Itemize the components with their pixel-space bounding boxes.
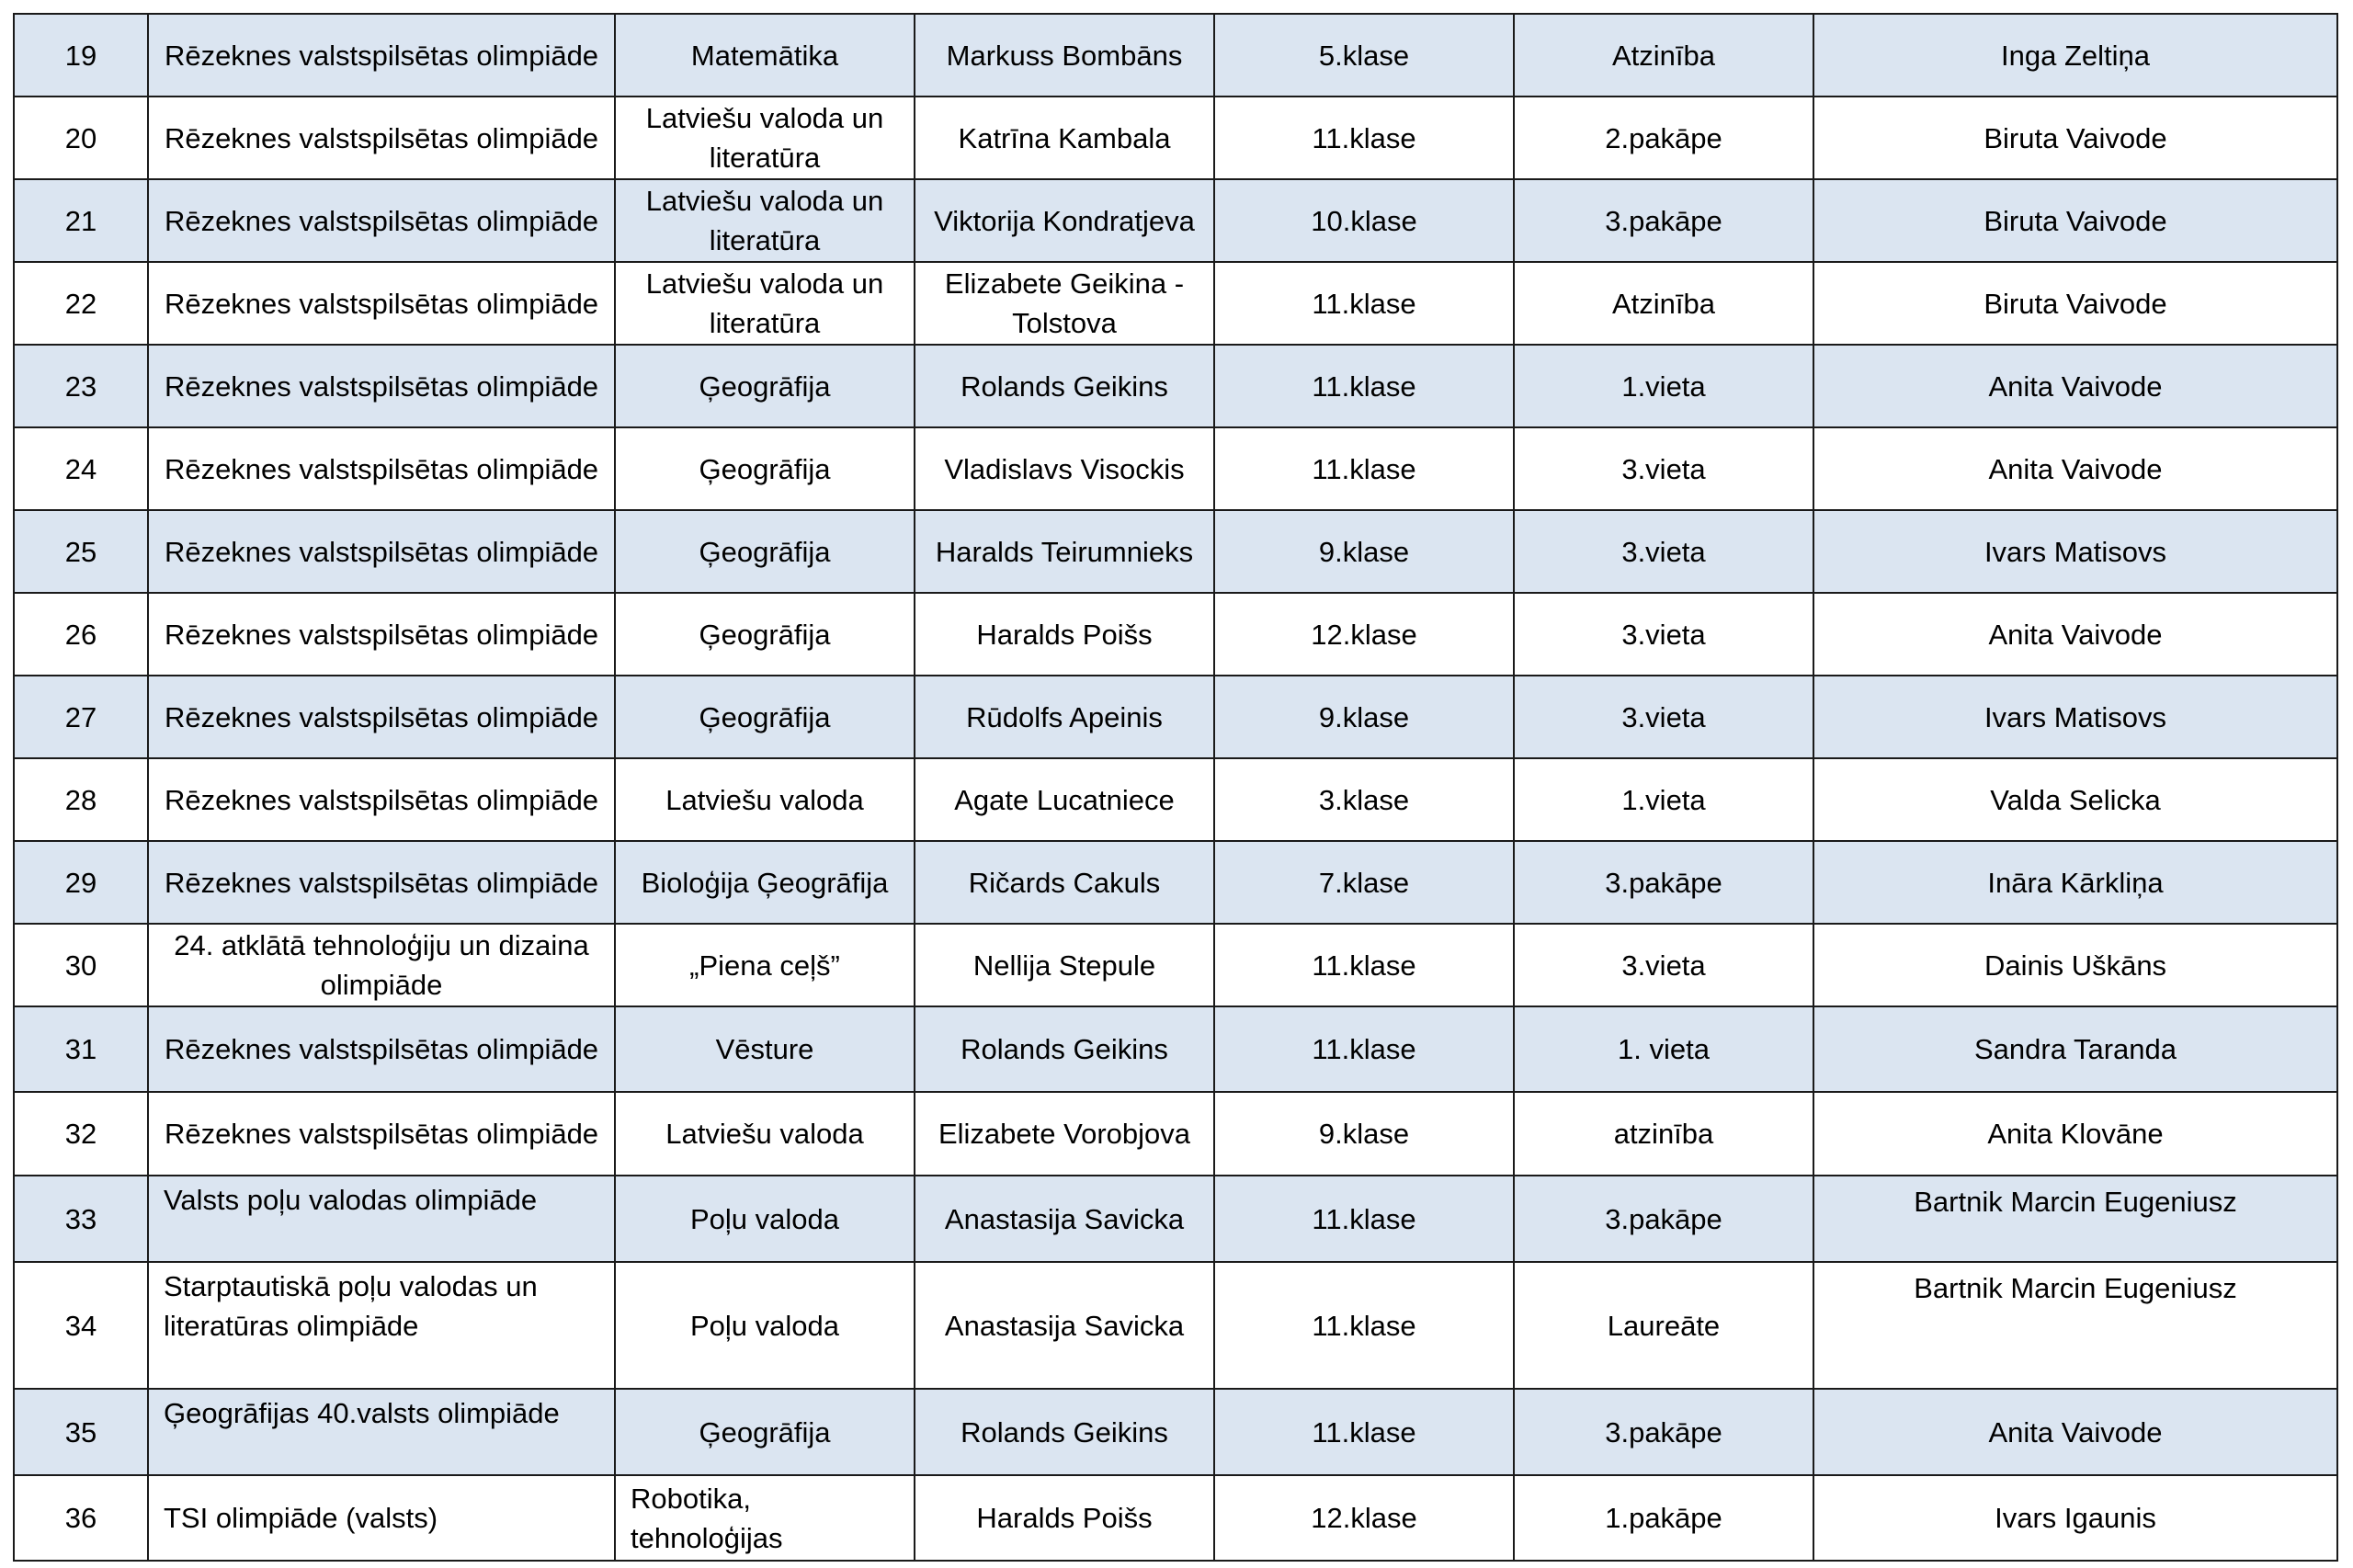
result: Atzinība	[1514, 262, 1813, 345]
teacher-name: Dainis Uškāns	[1813, 924, 2337, 1006]
teacher-name: Ivars Matisovs	[1813, 510, 2337, 593]
table-row	[14, 1262, 2337, 1389]
teacher-name: Anita Vaivode	[1813, 427, 2337, 510]
event-name: Starptautiskā poļu valodas un literatūras olimpiāde	[148, 1262, 615, 1389]
row-number: 29	[14, 841, 148, 924]
grade: 12.klase	[1214, 593, 1514, 676]
teacher-name: Ināra Kārkliņa	[1813, 841, 2337, 924]
student-name: Rūdolfs Apeinis	[915, 676, 1214, 758]
table-row	[14, 345, 2337, 427]
teacher-name: Biruta Vaivode	[1813, 179, 2337, 262]
grade: 9.klase	[1214, 510, 1514, 593]
event-name: Rēzeknes valstspilsētas olimpiāde	[148, 593, 615, 676]
result: 1.vieta	[1514, 345, 1813, 427]
table-row	[14, 510, 2337, 593]
table-row	[14, 1006, 2337, 1092]
teacher-name: Anita Vaivode	[1813, 345, 2337, 427]
student-name: Rolands Geikins	[915, 1006, 1214, 1092]
olympiad-results-table	[13, 13, 2338, 1562]
olympiad-results-sheet	[13, 13, 2336, 1562]
subject: Ģeogrāfija	[615, 593, 915, 676]
subject: „Piena ceļš”	[615, 924, 915, 1006]
table-row	[14, 593, 2337, 676]
teacher-name: Valda Selicka	[1813, 758, 2337, 841]
student-name: Haralds Poišs	[915, 1475, 1214, 1561]
event-name: Rēzeknes valstspilsētas olimpiāde	[148, 97, 615, 179]
result: 3.pakāpe	[1514, 841, 1813, 924]
row-number: 36	[14, 1475, 148, 1561]
row-number: 19	[14, 14, 148, 97]
subject: Latviešu valoda un literatūra	[615, 262, 915, 345]
event-name: Ģeogrāfijas 40.valsts olimpiāde	[148, 1389, 615, 1475]
teacher-name: Biruta Vaivode	[1813, 97, 2337, 179]
student-name: Haralds Teirumnieks	[915, 510, 1214, 593]
subject: Bioloģija Ģeogrāfija	[615, 841, 915, 924]
grade: 11.klase	[1214, 924, 1514, 1006]
teacher-name: Ivars Igaunis	[1813, 1475, 2337, 1561]
table-row	[14, 758, 2337, 841]
result: 1. vieta	[1514, 1006, 1813, 1092]
subject: Latviešu valoda	[615, 1092, 915, 1176]
event-name: 24. atklātā tehnoloģiju un dizaina olimpiāde	[148, 924, 615, 1006]
subject: Poļu valoda	[615, 1262, 915, 1389]
result: 3.vieta	[1514, 676, 1813, 758]
grade: 11.klase	[1214, 97, 1514, 179]
table-row	[14, 1389, 2337, 1475]
teacher-name: Ivars Matisovs	[1813, 676, 2337, 758]
teacher-name: Biruta Vaivode	[1813, 262, 2337, 345]
subject: Vēsture	[615, 1006, 915, 1092]
result: Atzinība	[1514, 14, 1813, 97]
table-row	[14, 1475, 2337, 1561]
result: 3.pakāpe	[1514, 1176, 1813, 1262]
table-row	[14, 179, 2337, 262]
subject: Poļu valoda	[615, 1176, 915, 1262]
grade: 12.klase	[1214, 1475, 1514, 1561]
grade: 7.klase	[1214, 841, 1514, 924]
event-name: Rēzeknes valstspilsētas olimpiāde	[148, 179, 615, 262]
event-name: Rēzeknes valstspilsētas olimpiāde	[148, 345, 615, 427]
row-number: 28	[14, 758, 148, 841]
row-number: 26	[14, 593, 148, 676]
result: 3.pakāpe	[1514, 179, 1813, 262]
table-row	[14, 1176, 2337, 1262]
grade: 5.klase	[1214, 14, 1514, 97]
event-name: Rēzeknes valstspilsētas olimpiāde	[148, 262, 615, 345]
subject: Latviešu valoda	[615, 758, 915, 841]
subject: Ģeogrāfija	[615, 676, 915, 758]
subject: Latviešu valoda un literatūra	[615, 179, 915, 262]
teacher-name: Anita Vaivode	[1813, 1389, 2337, 1475]
student-name: Markuss Bombāns	[915, 14, 1214, 97]
event-name: Rēzeknes valstspilsētas olimpiāde	[148, 1092, 615, 1176]
table-row	[14, 676, 2337, 758]
table-row	[14, 427, 2337, 510]
subject: Matemātika	[615, 14, 915, 97]
teacher-name: Bartnik Marcin Eugeniusz	[1813, 1176, 2337, 1262]
row-number: 33	[14, 1176, 148, 1262]
student-name: Rolands Geikins	[915, 345, 1214, 427]
result: 1.vieta	[1514, 758, 1813, 841]
result: 3.vieta	[1514, 924, 1813, 1006]
row-number: 24	[14, 427, 148, 510]
event-name: TSI olimpiāde (valsts)	[148, 1475, 615, 1561]
grade: 11.klase	[1214, 1262, 1514, 1389]
grade: 9.klase	[1214, 1092, 1514, 1176]
subject: Ģeogrāfija	[615, 345, 915, 427]
row-number: 22	[14, 262, 148, 345]
table-row	[14, 14, 2337, 97]
student-name: Haralds Poišs	[915, 593, 1214, 676]
table-row	[14, 924, 2337, 1006]
student-name: Agate Lucatniece	[915, 758, 1214, 841]
result: 1.pakāpe	[1514, 1475, 1813, 1561]
subject: Ģeogrāfija	[615, 427, 915, 510]
grade: 11.klase	[1214, 262, 1514, 345]
row-number: 30	[14, 924, 148, 1006]
grade: 11.klase	[1214, 345, 1514, 427]
event-name: Rēzeknes valstspilsētas olimpiāde	[148, 758, 615, 841]
grade: 9.klase	[1214, 676, 1514, 758]
event-name: Rēzeknes valstspilsētas olimpiāde	[148, 841, 615, 924]
result: 3.vieta	[1514, 593, 1813, 676]
result: 3.pakāpe	[1514, 1389, 1813, 1475]
row-number: 35	[14, 1389, 148, 1475]
row-number: 34	[14, 1262, 148, 1389]
grade: 11.klase	[1214, 1006, 1514, 1092]
subject: Latviešu valoda un literatūra	[615, 97, 915, 179]
row-number: 20	[14, 97, 148, 179]
grade: 11.klase	[1214, 1176, 1514, 1262]
student-name: Viktorija Kondratjeva	[915, 179, 1214, 262]
event-name: Rēzeknes valstspilsētas olimpiāde	[148, 1006, 615, 1092]
subject: Ģeogrāfija	[615, 1389, 915, 1475]
row-number: 31	[14, 1006, 148, 1092]
student-name: Anastasija Savicka	[915, 1176, 1214, 1262]
result: 2.pakāpe	[1514, 97, 1813, 179]
row-number: 27	[14, 676, 148, 758]
grade: 11.klase	[1214, 1389, 1514, 1475]
grade: 11.klase	[1214, 427, 1514, 510]
student-name: Rolands Geikins	[915, 1389, 1214, 1475]
teacher-name: Sandra Taranda	[1813, 1006, 2337, 1092]
student-name: Ričards Cakuls	[915, 841, 1214, 924]
teacher-name: Anita Vaivode	[1813, 593, 2337, 676]
event-name: Rēzeknes valstspilsētas olimpiāde	[148, 427, 615, 510]
subject: Ģeogrāfija	[615, 510, 915, 593]
table-row	[14, 1092, 2337, 1176]
student-name: Katrīna Kambala	[915, 97, 1214, 179]
student-name: Vladislavs Visockis	[915, 427, 1214, 510]
subject: Robotika, tehnoloģijas	[615, 1475, 915, 1561]
row-number: 23	[14, 345, 148, 427]
table-row	[14, 262, 2337, 345]
grade: 10.klase	[1214, 179, 1514, 262]
student-name: Elizabete Vorobjova	[915, 1092, 1214, 1176]
table-row	[14, 97, 2337, 179]
teacher-name: Bartnik Marcin Eugeniusz	[1813, 1262, 2337, 1389]
result: 3.vieta	[1514, 427, 1813, 510]
event-name: Rēzeknes valstspilsētas olimpiāde	[148, 510, 615, 593]
student-name: Nellija Stepule	[915, 924, 1214, 1006]
event-name: Rēzeknes valstspilsētas olimpiāde	[148, 14, 615, 97]
row-number: 21	[14, 179, 148, 262]
result: atzinība	[1514, 1092, 1813, 1176]
event-name: Rēzeknes valstspilsētas olimpiāde	[148, 676, 615, 758]
student-name: Elizabete Geikina - Tolstova	[915, 262, 1214, 345]
teacher-name: Inga Zeltiņa	[1813, 14, 2337, 97]
event-name: Valsts poļu valodas olimpiāde	[148, 1176, 615, 1262]
student-name: Anastasija Savicka	[915, 1262, 1214, 1389]
result: 3.vieta	[1514, 510, 1813, 593]
table-row	[14, 841, 2337, 924]
grade: 3.klase	[1214, 758, 1514, 841]
teacher-name: Anita Klovāne	[1813, 1092, 2337, 1176]
row-number: 32	[14, 1092, 148, 1176]
result: Laureāte	[1514, 1262, 1813, 1389]
row-number: 25	[14, 510, 148, 593]
